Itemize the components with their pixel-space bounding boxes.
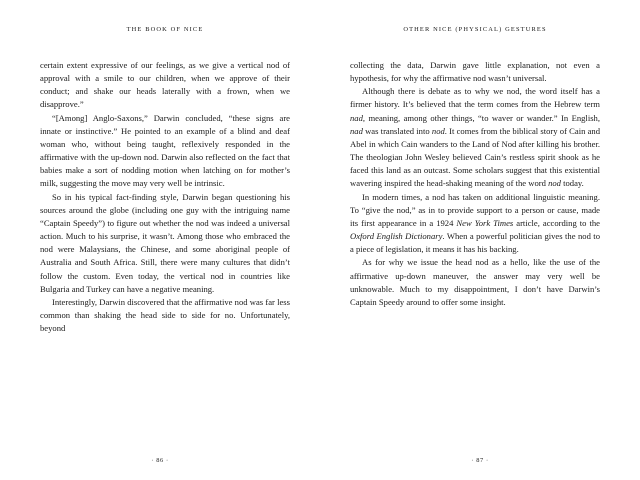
left-page-number: · 86 · [151, 457, 169, 464]
paragraph: “[Among] Anglo-Saxons,” Darwin concluded, “these signs are innate or instinctive.” He pointed to an example of a blind and deaf woman who, without being taught, reflexively responded in the affirmative with the up-down nod. Darwin also reflected on the fact that babies make a sort of nodding motion when latching on for mother’s milk, suggesting the move may very well be intrinsic. [40, 112, 290, 189]
paragraph: Interestingly, Darwin discovered that the affirmative nod was far less common than shaking the head side to side for no. Unfortunately, beyond [40, 296, 290, 334]
left-running-head: THE BOOK OF NICE [126, 26, 204, 33]
paragraph: collecting the data, Darwin gave little explanation, not even a hypothesis, for why the affirmative nod wasn’t universal. [350, 60, 600, 84]
paragraph: So in his typical fact-finding style, Darwin began questioning his sources around the globe (including one guy with the intriguing name “Captain Speedy”) to figure out whether the nod was indeed a universal action. Much to his surprise, it wasn’t. Among those who embraced the nod were Malaysians, the Chinese, and some aboriginal people of Australia and South Africa. Still, there were many cultures that didn’t follow the custom. Even today, the vertical nod in countries like Bulgaria and Turkey can have a negative meaning. [40, 191, 290, 294]
paragraph: In modern times, a nod has taken on additional linguistic meaning. To “give the nod,” as in to provide support to a person or cause, made its first appearance in a 1924 New York Times article, according to the Oxford English Dictionary. When a powerful politician gives the nod to a piece of legislation, it means it has his backing. [350, 191, 600, 255]
paragraph: Although there is debate as to why we nod, the word itself has a firmer history. It’s believed that the term comes from the Hebrew term nad, meaning, among other things, “to waver or wander.” In English, nad was translated into nod. It comes from the biblical story of Cain and Abel in which Cain wanders to the Land of Nod after killing his brother. The theologian John Wesley believed Cain’s restless spirit shook as he faced this land as an outcast. Some scholars suggest that this existential wavering inspired the head-shaking meaning of the word nod today. [350, 86, 601, 189]
paragraph: certain extent expressive of our feelings, as we give a vertical nod of approval with a smile to our children, when we approve of their conduct; and shake our heads laterally with a frown, when we disapprove.” [40, 60, 290, 110]
right-running-head: OTHER NICE (PHYSICAL) GESTURES [403, 26, 547, 33]
right-page-number: · 87 · [471, 457, 489, 464]
paragraph: As for why we issue the head nod as a hello, like the use of the affirmative up-down maneuver, the answer may very well be unknowable. Much to my disappointment, I don’t have Darwin’s Captain Speedy around to offer some insight. [350, 257, 600, 307]
right-page [320, 0, 640, 480]
left-body-text [40, 59, 290, 335]
right-body-text [350, 59, 600, 309]
